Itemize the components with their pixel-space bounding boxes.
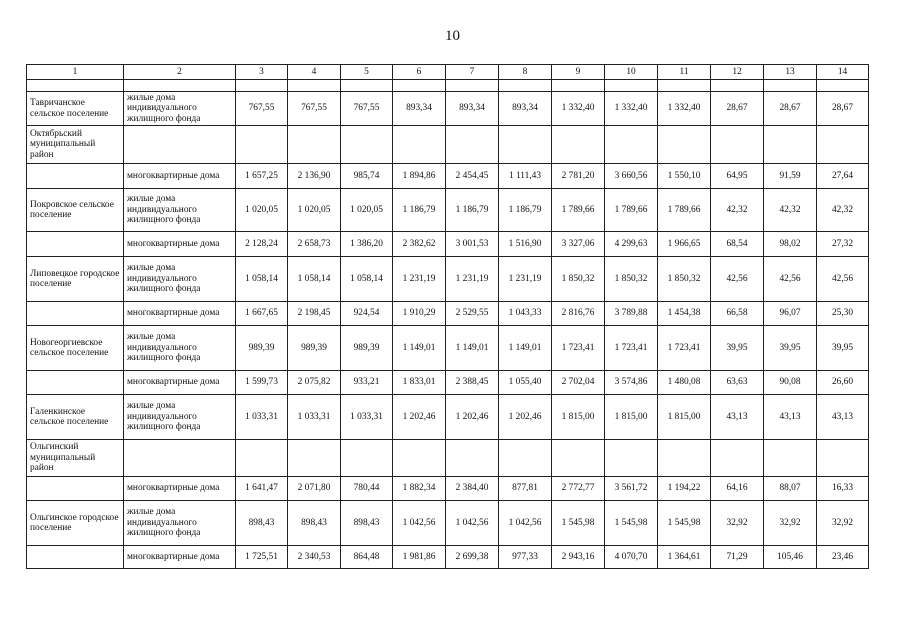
value-cell: 1 042,56	[393, 501, 446, 546]
value-cell: 105,46	[764, 546, 817, 569]
column-header: 6	[393, 65, 446, 80]
value-cell: 893,34	[446, 92, 499, 126]
value-cell: 1 033,31	[288, 395, 341, 440]
value-cell: 1 194,22	[658, 477, 711, 501]
value-cell: 23,46	[817, 546, 869, 569]
value-cell: 27,64	[817, 164, 869, 189]
value-cell: 1 480,08	[658, 371, 711, 395]
value-cell: 1 966,65	[658, 232, 711, 257]
value-cell: 28,67	[817, 92, 869, 126]
value-cell	[288, 440, 341, 477]
value-cell: 1 186,79	[446, 189, 499, 232]
value-cell: 3 789,88	[605, 302, 658, 326]
value-cell: 1 020,05	[288, 189, 341, 232]
column-header: 9	[552, 65, 605, 80]
column-header: 2	[124, 65, 236, 80]
value-cell	[605, 80, 658, 92]
value-cell: 1 231,19	[499, 257, 552, 302]
value-cell: 1 833,01	[393, 371, 446, 395]
value-cell: 1 667,65	[236, 302, 288, 326]
value-cell: 1 723,41	[658, 326, 711, 371]
value-cell: 1 882,34	[393, 477, 446, 501]
value-cell: 2 454,45	[446, 164, 499, 189]
value-cell: 1 789,66	[605, 189, 658, 232]
value-cell	[711, 80, 764, 92]
table-row	[27, 164, 869, 189]
table-row	[27, 440, 869, 477]
settlement-name-cell: Октябрьский муниципальный район	[27, 126, 124, 164]
value-cell: 1 149,01	[446, 326, 499, 371]
value-cell: 1 545,98	[658, 501, 711, 546]
table-body	[27, 80, 869, 569]
value-cell	[236, 126, 288, 164]
value-cell: 32,92	[764, 501, 817, 546]
table-header-row	[27, 65, 869, 80]
value-cell: 924,54	[341, 302, 393, 326]
value-cell	[552, 126, 605, 164]
value-cell: 1 231,19	[446, 257, 499, 302]
value-cell: 1 202,46	[393, 395, 446, 440]
value-cell: 42,56	[764, 257, 817, 302]
housing-type-cell: многоквартирные дома	[124, 477, 236, 501]
settlement-name-cell	[27, 477, 124, 501]
value-cell: 2 340,53	[288, 546, 341, 569]
value-cell: 1 055,40	[499, 371, 552, 395]
column-header: 4	[288, 65, 341, 80]
value-cell	[817, 440, 869, 477]
value-cell: 43,13	[764, 395, 817, 440]
table-row	[27, 302, 869, 326]
value-cell: 88,07	[764, 477, 817, 501]
value-cell	[817, 126, 869, 164]
settlement-name-cell: Покровское сельское поселение	[27, 189, 124, 232]
value-cell: 1 043,33	[499, 302, 552, 326]
value-cell	[658, 440, 711, 477]
value-cell: 1 723,41	[552, 326, 605, 371]
housing-type-cell: жилые дома индивидуального жилищного фонда	[124, 189, 236, 232]
value-cell: 39,95	[711, 326, 764, 371]
column-header: 8	[499, 65, 552, 80]
value-cell: 767,55	[236, 92, 288, 126]
value-cell: 2 071,80	[288, 477, 341, 501]
value-cell: 989,39	[288, 326, 341, 371]
value-cell: 1 657,25	[236, 164, 288, 189]
value-cell: 1 850,32	[658, 257, 711, 302]
table-row	[27, 232, 869, 257]
value-cell: 1 516,90	[499, 232, 552, 257]
table-row	[27, 371, 869, 395]
value-cell: 2 075,82	[288, 371, 341, 395]
value-cell	[341, 80, 393, 92]
value-cell: 27,32	[817, 232, 869, 257]
value-cell: 43,13	[711, 395, 764, 440]
value-cell: 1 981,86	[393, 546, 446, 569]
value-cell: 42,32	[764, 189, 817, 232]
table-row	[27, 126, 869, 164]
value-cell: 1 033,31	[341, 395, 393, 440]
value-cell: 3 001,53	[446, 232, 499, 257]
value-cell	[393, 440, 446, 477]
tariff-table	[26, 64, 869, 569]
housing-type-cell: многоквартирные дома	[124, 371, 236, 395]
value-cell: 1 550,10	[658, 164, 711, 189]
value-cell: 2 658,73	[288, 232, 341, 257]
settlement-name-cell	[27, 371, 124, 395]
settlement-name-cell	[27, 546, 124, 569]
value-cell	[711, 126, 764, 164]
value-cell: 977,33	[499, 546, 552, 569]
value-cell: 1 042,56	[446, 501, 499, 546]
column-header: 10	[605, 65, 658, 80]
housing-type-cell: многоквартирные дома	[124, 546, 236, 569]
housing-type-cell: многоквартирные дома	[124, 164, 236, 189]
value-cell: 898,43	[288, 501, 341, 546]
table-row	[27, 546, 869, 569]
housing-type-cell: жилые дома индивидуального жилищного фонда	[124, 257, 236, 302]
column-header: 5	[341, 65, 393, 80]
value-cell: 32,92	[817, 501, 869, 546]
value-cell: 1 020,05	[236, 189, 288, 232]
value-cell: 91,59	[764, 164, 817, 189]
value-cell: 43,13	[817, 395, 869, 440]
value-cell: 63,63	[711, 371, 764, 395]
value-cell: 933,21	[341, 371, 393, 395]
value-cell: 2 772,77	[552, 477, 605, 501]
value-cell: 1 332,40	[605, 92, 658, 126]
value-cell: 1 725,51	[236, 546, 288, 569]
value-cell	[446, 80, 499, 92]
settlement-name-cell: Ольгинский муниципальный район	[27, 440, 124, 477]
value-cell	[764, 440, 817, 477]
value-cell: 1 815,00	[605, 395, 658, 440]
value-cell: 1 599,73	[236, 371, 288, 395]
value-cell: 1 815,00	[658, 395, 711, 440]
value-cell: 780,44	[341, 477, 393, 501]
value-cell: 64,95	[711, 164, 764, 189]
value-cell: 2 529,55	[446, 302, 499, 326]
settlement-name-cell: Липовецкое городское поселение	[27, 257, 124, 302]
value-cell	[605, 126, 658, 164]
value-cell: 2 136,90	[288, 164, 341, 189]
value-cell	[236, 440, 288, 477]
table-row	[27, 92, 869, 126]
value-cell: 2 699,38	[446, 546, 499, 569]
value-cell: 2 816,76	[552, 302, 605, 326]
value-cell	[288, 126, 341, 164]
value-cell: 64,16	[711, 477, 764, 501]
value-cell	[499, 440, 552, 477]
value-cell: 42,56	[711, 257, 764, 302]
value-cell	[711, 440, 764, 477]
value-cell: 4 070,70	[605, 546, 658, 569]
value-cell: 39,95	[764, 326, 817, 371]
housing-type-cell: жилые дома индивидуального жилищного фонда	[124, 395, 236, 440]
value-cell: 3 561,72	[605, 477, 658, 501]
column-header: 11	[658, 65, 711, 80]
value-cell: 1 042,56	[499, 501, 552, 546]
value-cell	[605, 440, 658, 477]
value-cell: 96,07	[764, 302, 817, 326]
settlement-name-cell: Тавричанское сельское поселение	[27, 92, 124, 126]
value-cell: 985,74	[341, 164, 393, 189]
table-row	[27, 501, 869, 546]
value-cell: 42,32	[817, 189, 869, 232]
value-cell: 893,34	[393, 92, 446, 126]
value-cell: 25,30	[817, 302, 869, 326]
value-cell	[817, 80, 869, 92]
value-cell: 2 128,24	[236, 232, 288, 257]
value-cell: 66,58	[711, 302, 764, 326]
value-cell: 1 111,43	[499, 164, 552, 189]
value-cell	[552, 440, 605, 477]
value-cell: 2 943,16	[552, 546, 605, 569]
value-cell: 2 384,40	[446, 477, 499, 501]
value-cell: 893,34	[499, 92, 552, 126]
table-row	[27, 326, 869, 371]
settlement-name-cell	[27, 80, 124, 92]
value-cell: 864,48	[341, 546, 393, 569]
value-cell: 1 545,98	[552, 501, 605, 546]
value-cell: 898,43	[341, 501, 393, 546]
housing-type-cell	[124, 126, 236, 164]
value-cell: 1 641,47	[236, 477, 288, 501]
value-cell: 767,55	[288, 92, 341, 126]
table-row	[27, 395, 869, 440]
value-cell: 1 332,40	[552, 92, 605, 126]
value-cell: 989,39	[341, 326, 393, 371]
value-cell: 877,81	[499, 477, 552, 501]
value-cell	[341, 126, 393, 164]
value-cell	[236, 80, 288, 92]
column-header: 1	[27, 65, 124, 80]
value-cell: 1 850,32	[605, 257, 658, 302]
column-header: 12	[711, 65, 764, 80]
value-cell: 1 033,31	[236, 395, 288, 440]
housing-type-cell	[124, 80, 236, 92]
value-cell: 16,33	[817, 477, 869, 501]
settlement-name-cell	[27, 302, 124, 326]
value-cell: 1 058,14	[288, 257, 341, 302]
value-cell: 26,60	[817, 371, 869, 395]
value-cell	[499, 80, 552, 92]
table-row	[27, 80, 869, 92]
value-cell: 1 186,79	[499, 189, 552, 232]
value-cell	[446, 440, 499, 477]
value-cell: 68,54	[711, 232, 764, 257]
value-cell: 1 910,29	[393, 302, 446, 326]
value-cell: 28,67	[764, 92, 817, 126]
housing-type-cell	[124, 440, 236, 477]
value-cell: 32,92	[711, 501, 764, 546]
value-cell: 1 149,01	[499, 326, 552, 371]
column-header: 14	[817, 65, 869, 80]
table-row	[27, 189, 869, 232]
page-number: 10	[445, 28, 460, 44]
value-cell	[393, 80, 446, 92]
value-cell	[341, 440, 393, 477]
value-cell	[764, 126, 817, 164]
value-cell	[288, 80, 341, 92]
value-cell: 1 789,66	[658, 189, 711, 232]
settlement-name-cell: Галенкинское сельское поселение	[27, 395, 124, 440]
value-cell: 2 388,45	[446, 371, 499, 395]
value-cell: 42,56	[817, 257, 869, 302]
value-cell: 2 702,04	[552, 371, 605, 395]
value-cell: 1 364,61	[658, 546, 711, 569]
value-cell: 1 202,46	[446, 395, 499, 440]
value-cell: 3 660,56	[605, 164, 658, 189]
housing-type-cell: многоквартирные дома	[124, 302, 236, 326]
value-cell: 2 382,62	[393, 232, 446, 257]
value-cell: 1 850,32	[552, 257, 605, 302]
value-cell: 39,95	[817, 326, 869, 371]
column-header: 3	[236, 65, 288, 80]
value-cell: 2 781,20	[552, 164, 605, 189]
value-cell: 1 789,66	[552, 189, 605, 232]
value-cell: 90,08	[764, 371, 817, 395]
value-cell: 42,32	[711, 189, 764, 232]
settlement-name-cell: Новогеоргиевское сельское поселение	[27, 326, 124, 371]
value-cell: 1 454,38	[658, 302, 711, 326]
value-cell: 767,55	[341, 92, 393, 126]
value-cell: 1 231,19	[393, 257, 446, 302]
value-cell: 898,43	[236, 501, 288, 546]
value-cell	[552, 80, 605, 92]
housing-type-cell: многоквартирные дома	[124, 232, 236, 257]
value-cell: 71,29	[711, 546, 764, 569]
table-row	[27, 257, 869, 302]
value-cell: 1 058,14	[341, 257, 393, 302]
value-cell: 1 386,20	[341, 232, 393, 257]
value-cell	[446, 126, 499, 164]
value-cell: 4 299,63	[605, 232, 658, 257]
value-cell	[658, 80, 711, 92]
column-header: 7	[446, 65, 499, 80]
value-cell: 1 186,79	[393, 189, 446, 232]
housing-type-cell: жилые дома индивидуального жилищного фонда	[124, 501, 236, 546]
table-row	[27, 477, 869, 501]
value-cell	[393, 126, 446, 164]
value-cell	[499, 126, 552, 164]
value-cell: 3 327,06	[552, 232, 605, 257]
value-cell: 1 723,41	[605, 326, 658, 371]
settlement-name-cell	[27, 232, 124, 257]
value-cell: 1 020,05	[341, 189, 393, 232]
value-cell: 28,67	[711, 92, 764, 126]
value-cell: 1 894,86	[393, 164, 446, 189]
value-cell	[764, 80, 817, 92]
value-cell: 1 058,14	[236, 257, 288, 302]
value-cell: 989,39	[236, 326, 288, 371]
value-cell: 2 198,45	[288, 302, 341, 326]
value-cell: 1 545,98	[605, 501, 658, 546]
column-header: 13	[764, 65, 817, 80]
housing-type-cell: жилые дома индивидуального жилищного фонда	[124, 92, 236, 126]
value-cell: 1 815,00	[552, 395, 605, 440]
value-cell: 98,02	[764, 232, 817, 257]
housing-type-cell: жилые дома индивидуального жилищного фонда	[124, 326, 236, 371]
value-cell: 1 332,40	[658, 92, 711, 126]
value-cell: 1 149,01	[393, 326, 446, 371]
value-cell: 1 202,46	[499, 395, 552, 440]
settlement-name-cell: Ольгинское городское поселение	[27, 501, 124, 546]
settlement-name-cell	[27, 164, 124, 189]
value-cell	[658, 126, 711, 164]
value-cell: 3 574,86	[605, 371, 658, 395]
